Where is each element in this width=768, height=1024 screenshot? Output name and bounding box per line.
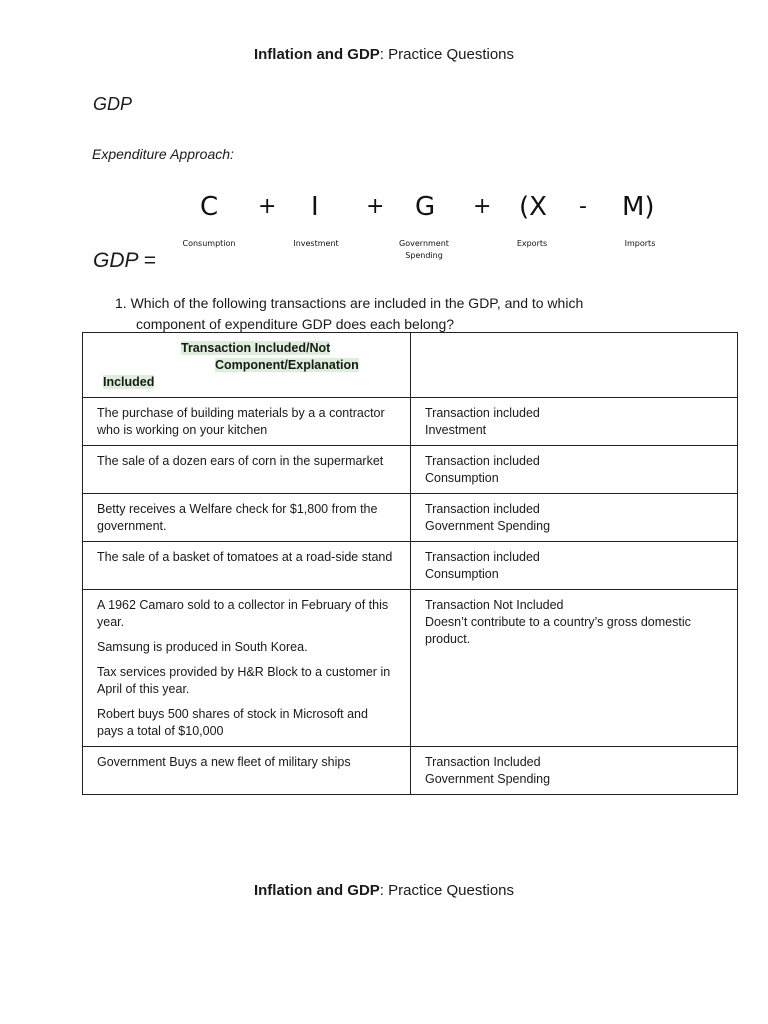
question-line-2: component of expenditure GDP does each belong?: [136, 316, 455, 332]
table-row: [83, 494, 738, 542]
transaction-cell: [83, 590, 411, 747]
formula-operator-plus: +: [473, 194, 492, 219]
formula-operator-plus: +: [366, 194, 385, 219]
gdp-equals-label: GDP =: [93, 249, 156, 272]
answer-cell: [411, 542, 738, 590]
answer-cell: [411, 590, 738, 747]
transaction-cell: [83, 747, 411, 795]
formula-symbol-x: (X: [519, 192, 547, 222]
formula-operator-plus: +: [258, 194, 277, 219]
transaction-text: Tax services provided by H&R Block to a customer in April of this year.: [97, 665, 391, 696]
header-line-2: Component/Explanation: [215, 358, 359, 372]
table-row: [83, 590, 738, 747]
answer-status: Transaction included: [425, 502, 540, 516]
answer-cell: [411, 446, 738, 494]
page-title: [0, 46, 768, 63]
formula-symbol-m: M): [622, 192, 655, 222]
formula-operator-minus: -: [579, 194, 587, 219]
transaction-text: The purchase of building materials by a a contractor who is working on your kitchen: [97, 406, 385, 437]
transaction-text: Samsung is produced in South Korea.: [97, 640, 308, 654]
formula-symbol-c: C: [200, 192, 219, 222]
answer-component: Consumption: [425, 567, 499, 581]
table-row: [83, 542, 738, 590]
table-header-row: [83, 333, 738, 398]
answer-cell: [411, 747, 738, 795]
footer-title-bold: Inflation and GDP: [253, 882, 380, 899]
caption-imports: Imports: [624, 239, 656, 248]
table-row: [83, 446, 738, 494]
table-row: [83, 398, 738, 446]
section-heading: GDP: [93, 94, 133, 114]
transactions-table: [82, 332, 738, 795]
caption-exports: Exports: [516, 239, 548, 248]
answer-component: Government Spending: [425, 772, 551, 786]
header-line-3: Included: [103, 375, 155, 389]
transaction-text: Betty receives a Welfare check for $1,800 from the government.: [97, 502, 378, 533]
answer-cell: [411, 398, 738, 446]
answer-status: Transaction included: [425, 550, 540, 564]
header-line-1: Transaction Included/Not: [181, 341, 331, 355]
caption-government-spending: Government Spending: [399, 239, 449, 260]
transaction-text: A 1962 Camaro sold to a collector in February of this year.: [97, 598, 389, 629]
question-1: [115, 293, 675, 335]
transaction-text: Robert buys 500 shares of stock in Microsoft and pays a total of $10,000: [97, 707, 368, 738]
answer-component: Government Spending: [425, 519, 551, 533]
table-header-cell: [83, 333, 411, 398]
transaction-cell: [83, 542, 411, 590]
page-title-rest: : Practice Questions: [379, 46, 515, 63]
formula-symbol-g: G: [415, 192, 436, 222]
answer-status: Transaction Not Included: [425, 598, 564, 612]
answer-component: Investment: [425, 423, 487, 437]
table-row: [83, 747, 738, 795]
answer-status: Transaction Included: [425, 755, 541, 769]
approach-subheading: Expenditure Approach:: [92, 146, 234, 162]
formula-symbol-i: I: [311, 192, 319, 222]
answer-cell: [411, 494, 738, 542]
transaction-text: The sale of a basket of tomatoes at a road-side stand: [97, 550, 393, 564]
answer-status: Transaction included: [425, 406, 540, 420]
table-header-cell-empty: [411, 333, 738, 398]
transaction-cell: [83, 494, 411, 542]
caption-investment: Investment: [293, 239, 339, 248]
answer-status: Transaction included: [425, 454, 540, 468]
question-line-1: 1. Which of the following transactions are included in the GDP, and to which: [115, 295, 584, 311]
answer-component: Consumption: [425, 471, 499, 485]
transaction-text: The sale of a dozen ears of corn in the supermarket: [97, 454, 384, 468]
transaction-cell: [83, 446, 411, 494]
footer-title-rest: : Practice Questions: [379, 882, 515, 899]
page-title-bold: Inflation and GDP: [253, 46, 380, 63]
gdp-formula: [176, 192, 696, 272]
answer-explanation: Doesn’t contribute to a country’s gross domestic product.: [425, 615, 691, 646]
transaction-text: Government Buys a new fleet of military ships: [97, 755, 351, 769]
caption-consumption: Consumption: [182, 239, 236, 248]
footer-title: [0, 882, 768, 899]
transaction-cell: [83, 398, 411, 446]
